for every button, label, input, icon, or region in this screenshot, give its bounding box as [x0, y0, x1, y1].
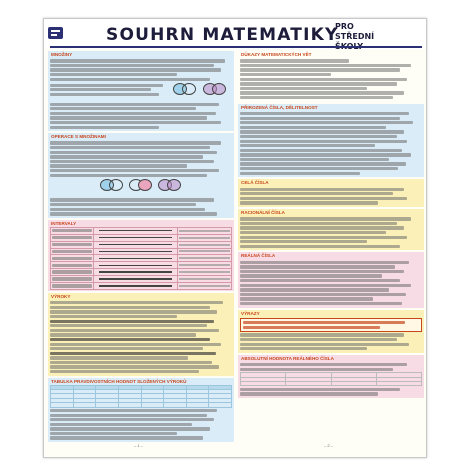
- section-natural-numbers: [238, 104, 424, 178]
- section-title: CELÁ ČÍSLA: [241, 180, 269, 186]
- venn-row: [50, 82, 232, 101]
- section-title: RACIONÁLNÍ ČÍSLA: [241, 209, 285, 215]
- sheet-header: [44, 19, 427, 49]
- section-statements: [48, 293, 234, 376]
- section-title: OPERACE S MNOŽINAMI: [51, 134, 106, 140]
- section-title: MNOŽINY: [51, 52, 73, 57]
- left-column: [48, 51, 234, 451]
- section-title: VÝROKY: [51, 293, 71, 299]
- venn-row: [50, 178, 232, 197]
- page-number: – 2 –: [324, 443, 333, 448]
- venn-diagram: [202, 82, 228, 96]
- section-set-operations: [48, 133, 234, 218]
- page-number: – 1 –: [134, 443, 143, 448]
- section-absolute-value: [238, 355, 424, 398]
- section-proofs: [238, 51, 424, 102]
- section-title: TABULKA PRAVDIVOSTNÍCH HODNOT SLOŽENÝCH VÝROKŮ: [51, 378, 187, 384]
- venn-diagram: [157, 178, 183, 192]
- section-title: ABSOLUTNÍ HODNOTA REÁLNÉHO ČÍSLA: [241, 355, 334, 361]
- section-title: INTERVALY: [51, 220, 77, 226]
- section-sets: [48, 51, 234, 131]
- truth-table: [50, 385, 232, 408]
- section-integers: [238, 179, 424, 207]
- formula-box: [240, 318, 422, 332]
- section-rationals: [238, 209, 424, 250]
- header-divider: [50, 46, 422, 48]
- section-expressions: [238, 310, 424, 353]
- intervals-table: [50, 227, 232, 290]
- venn-diagram: [99, 178, 125, 192]
- page-subtitle: PRO STŘEDNÍ: [335, 22, 375, 41]
- venn-diagram: [128, 178, 154, 192]
- section-title: PŘIROZENÁ ČÍSLA, DĚLITELNOST: [241, 104, 318, 110]
- page-title: SOUHRN MATEMATIKY: [106, 25, 339, 45]
- publisher-logo-icon: [48, 27, 63, 39]
- section-reals: [238, 252, 424, 307]
- section-title: VÝRAZY: [241, 310, 260, 316]
- venn-diagram: [172, 82, 198, 96]
- right-column: [238, 51, 424, 451]
- section-title: REÁLNÁ ČÍSLA: [241, 253, 276, 259]
- absolute-value-table: [240, 372, 422, 386]
- math-summary-sheet: [43, 18, 427, 458]
- section-title: DŮKAZY MATEMATICKÝCH VĚT: [241, 52, 312, 57]
- section-truth-table: [48, 378, 234, 442]
- section-intervals: [48, 220, 234, 291]
